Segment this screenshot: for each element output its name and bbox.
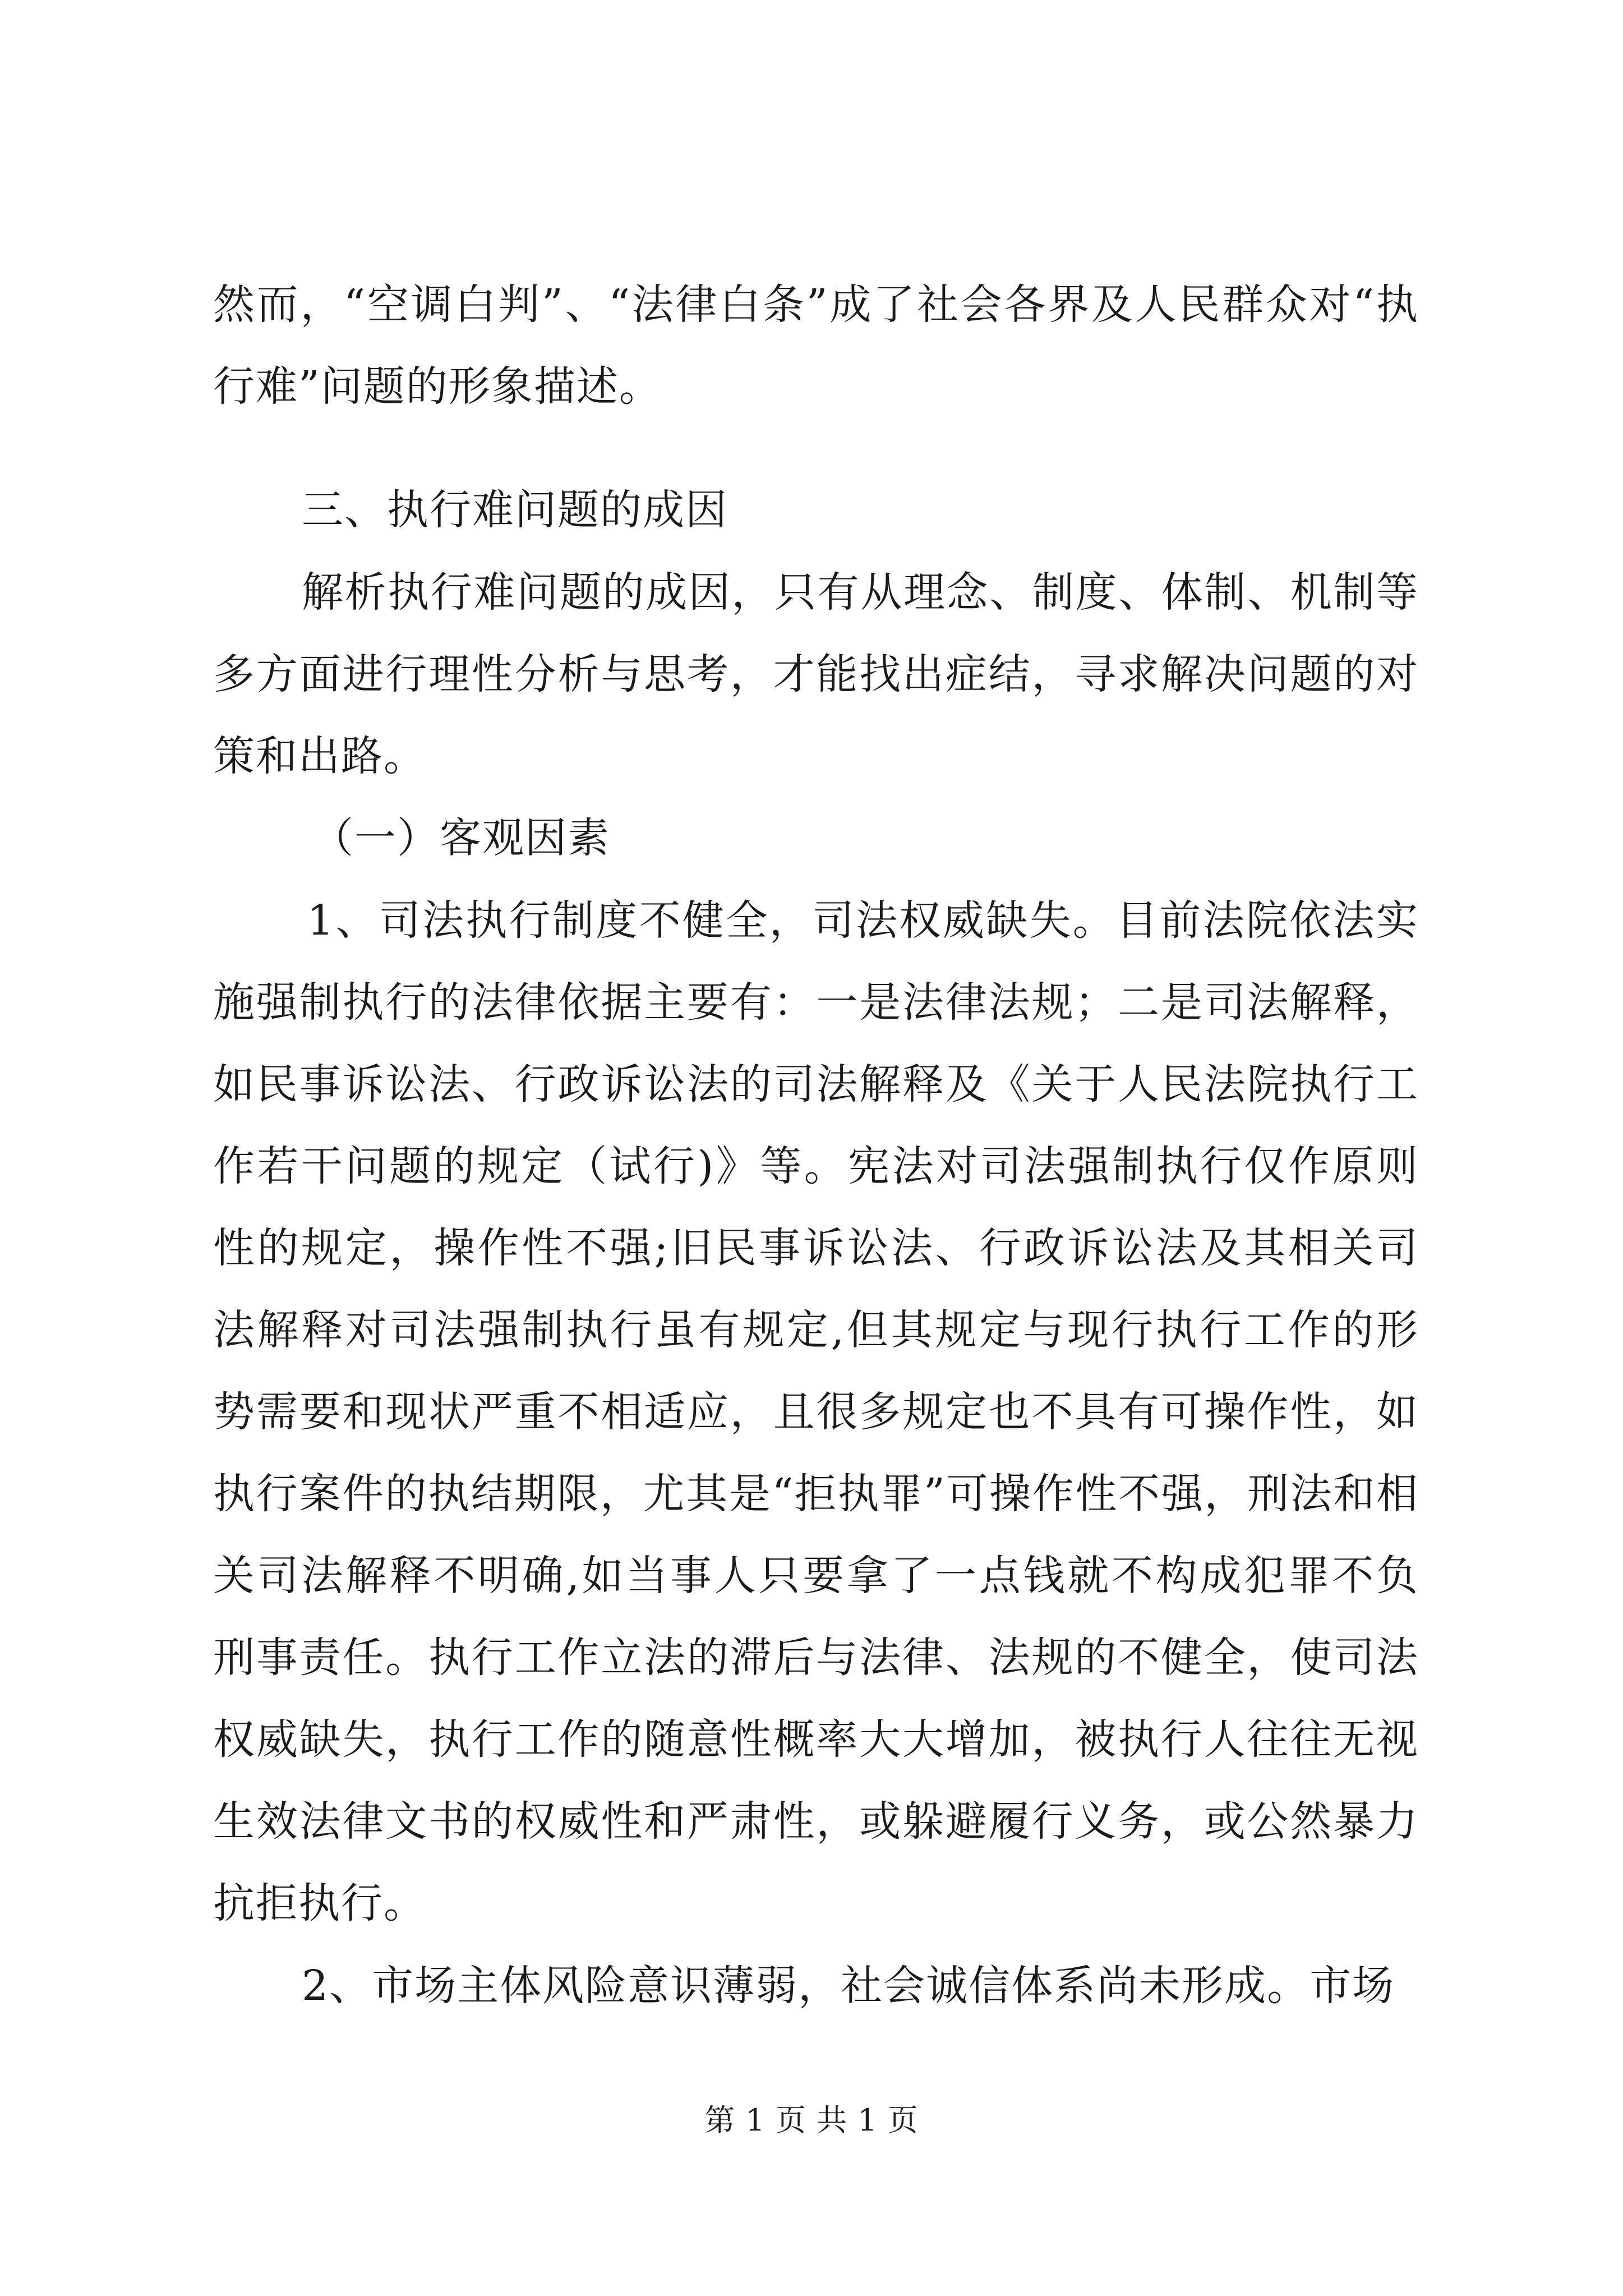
paragraph-intro: 解析执行难问题的成因，只有从理念、制度、体制、机制等多方面进行理性分析与思考，才能找出症结，寻求解决问题的对策和出路。 (213, 568, 1419, 780)
page-footer: 第 1 页 共 1 页 (704, 2102, 919, 2138)
subheading-objective-factors: （一）客观因素 (312, 814, 610, 862)
paragraph-point-2: 2、市场主体风险意识薄弱，社会诚信体系尚未形成。市场 (302, 1962, 1395, 2010)
section-heading: 三、执行难问题的成因 (302, 486, 728, 534)
paragraph-point-1: 1、司法执行制度不健全，司法权威缺失。目前法院依法实施强制执行的法律依据主要有：一是法律法规；二是司法解释，如民事诉讼法、行政诉讼法的司法解释及《关于人民法院执行工作若干问题的规定（试行)》等。宪法对司法强制执行仅作原则性的规定，操作性不强;旧民事诉讼法、行政诉讼法及其相关司法解释对司法强制执行虽有规定,但其规定与现行执行工作的形势需要和现状严重不相适应，且很多规定也不具有可操作性，如执行案件的执结期限，尤其是“拒执罪”可操作性不强，刑法和相关司法解释不明确,如当事人只要拿了一点钱就不构成犯罪不负刑事责任。执行工作立法的滞后与法律、法规的不健全，使司法权威缺失，执行工作的随意性概率大大增加，被执行人往往无视生效法律文书的权威性和严肃性，或躲避履行义务，或公然暴力抗拒执行。 (213, 896, 1419, 1927)
paragraph-continuation: 然而，“空调白判”、“法律白条”成了社会各界及人民群众对“执行难”问题的形象描述。 (213, 280, 1419, 411)
